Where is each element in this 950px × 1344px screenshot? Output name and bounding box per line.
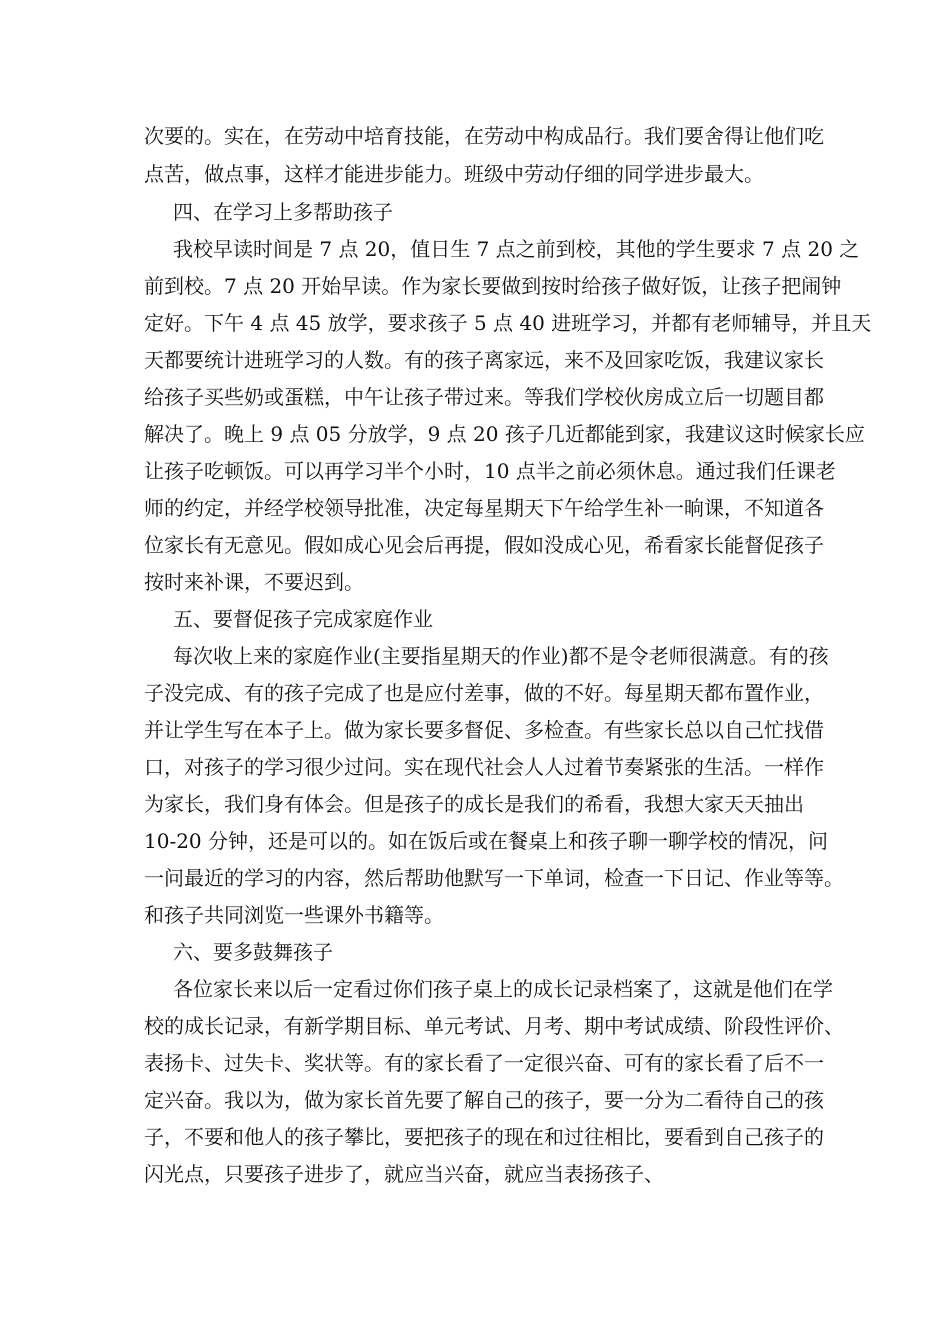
section-heading: 五、要督促孩子完成家庭作业 — [173, 607, 433, 631]
text-line: 并让学生写在本子上。做为家长要多督促、多检查。有些家长总以自己忙找借 — [144, 718, 824, 742]
text-line: 前到校。7 点 20 开始早读。作为家长要做到按时给孩子做好饭，让孩子把闹钟 — [144, 274, 842, 298]
text-line: 口，对孩子的学习很少过问。实在现代社会人人过着节奏紧张的生活。一样作 — [144, 755, 824, 779]
text-line: 我校早读时间是 7 点 20，值日生 7 点之前到校，其他的学生要求 7 点 20 之 — [173, 237, 860, 261]
text-line: 天都要统计进班学习的人数。有的孩子离家远，来不及回家吃饭，我建议家长 — [144, 348, 824, 372]
text-line: 每次收上来的家庭作业(主要指星期天的作业)都不是令老师很满意。有的孩 — [173, 644, 829, 668]
text-line: 一问最近的学习的内容，然后帮助他默写一下单词，检查一下日记、作业等等。 — [144, 866, 844, 890]
text-line: 按时来补课，不要迟到。 — [144, 570, 364, 594]
text-line: 定兴奋。我以为，做为家长首先要了解自己的孩子，要一分为二看待自己的孩 — [144, 1088, 824, 1112]
text-line: 表扬卡、过失卡、奖状等。有的家长看了一定很兴奋、可有的家长看了后不一 — [144, 1051, 824, 1075]
text-line: 定好。下午 4 点 45 放学，要求孩子 5 点 40 进班学习，并都有老师辅导，并且天 — [144, 311, 872, 335]
text-line: 次要的。实在，在劳动中培育技能，在劳动中构成品行。我们要舍得让他们吃 — [144, 124, 824, 148]
text-line: 让孩子吃顿饭。可以再学习半个小时，10 点半之前必须休息。通过我们任课老 — [144, 459, 836, 483]
text-line: 师的约定，并经学校领导批准，决定每星期天下午给学生补一晌课，不知道各 — [144, 496, 824, 520]
text-line: 位家长有无意见。假如成心见会后再提，假如没成心见，希看家长能督促孩子 — [144, 533, 824, 557]
text-line: 和孩子共同浏览一些课外书籍等。 — [144, 903, 444, 927]
text-line: 子没完成、有的孩子完成了也是应付差事，做的不好。每星期天都布置作业， — [144, 681, 824, 705]
text-line: 为家长，我们身有体会。但是孩子的成长是我们的希看，我想大家天天抽出 — [144, 792, 804, 816]
text-line: 各位家长来以后一定看过你们孩子桌上的成长记录档案了，这就是他们在学 — [173, 977, 833, 1001]
section-heading: 六、要多鼓舞孩子 — [173, 940, 333, 964]
text-line: 闪光点，只要孩子进步了，就应当兴奋，就应当表扬孩子、 — [144, 1162, 664, 1186]
section-heading: 四、在学习上多帮助孩子 — [173, 200, 393, 224]
text-line: 点苦，做点事，这样才能进步能力。班级中劳动仔细的同学进步最大。 — [144, 162, 764, 186]
text-line: 子，不要和他人的孩子攀比，要把孩子的现在和过往相比，要看到自己孩子的 — [144, 1125, 824, 1149]
text-line: 校的成长记录，有新学期目标、单元考试、月考、期中考试成绩、阶段性评价、 — [144, 1014, 844, 1038]
text-line: 10-20 分钟，还是可以的。如在饭后或在餐桌上和孩子聊一聊学校的情况，问 — [144, 829, 829, 853]
text-line: 给孩子买些奶或蛋糕，中午让孩子带过来。等我们学校伙房成立后一切题目都 — [144, 385, 824, 409]
text-line: 解决了。晚上 9 点 05 分放学，9 点 20 孩子几近都能到家，我建议这时候家长应 — [144, 422, 865, 446]
